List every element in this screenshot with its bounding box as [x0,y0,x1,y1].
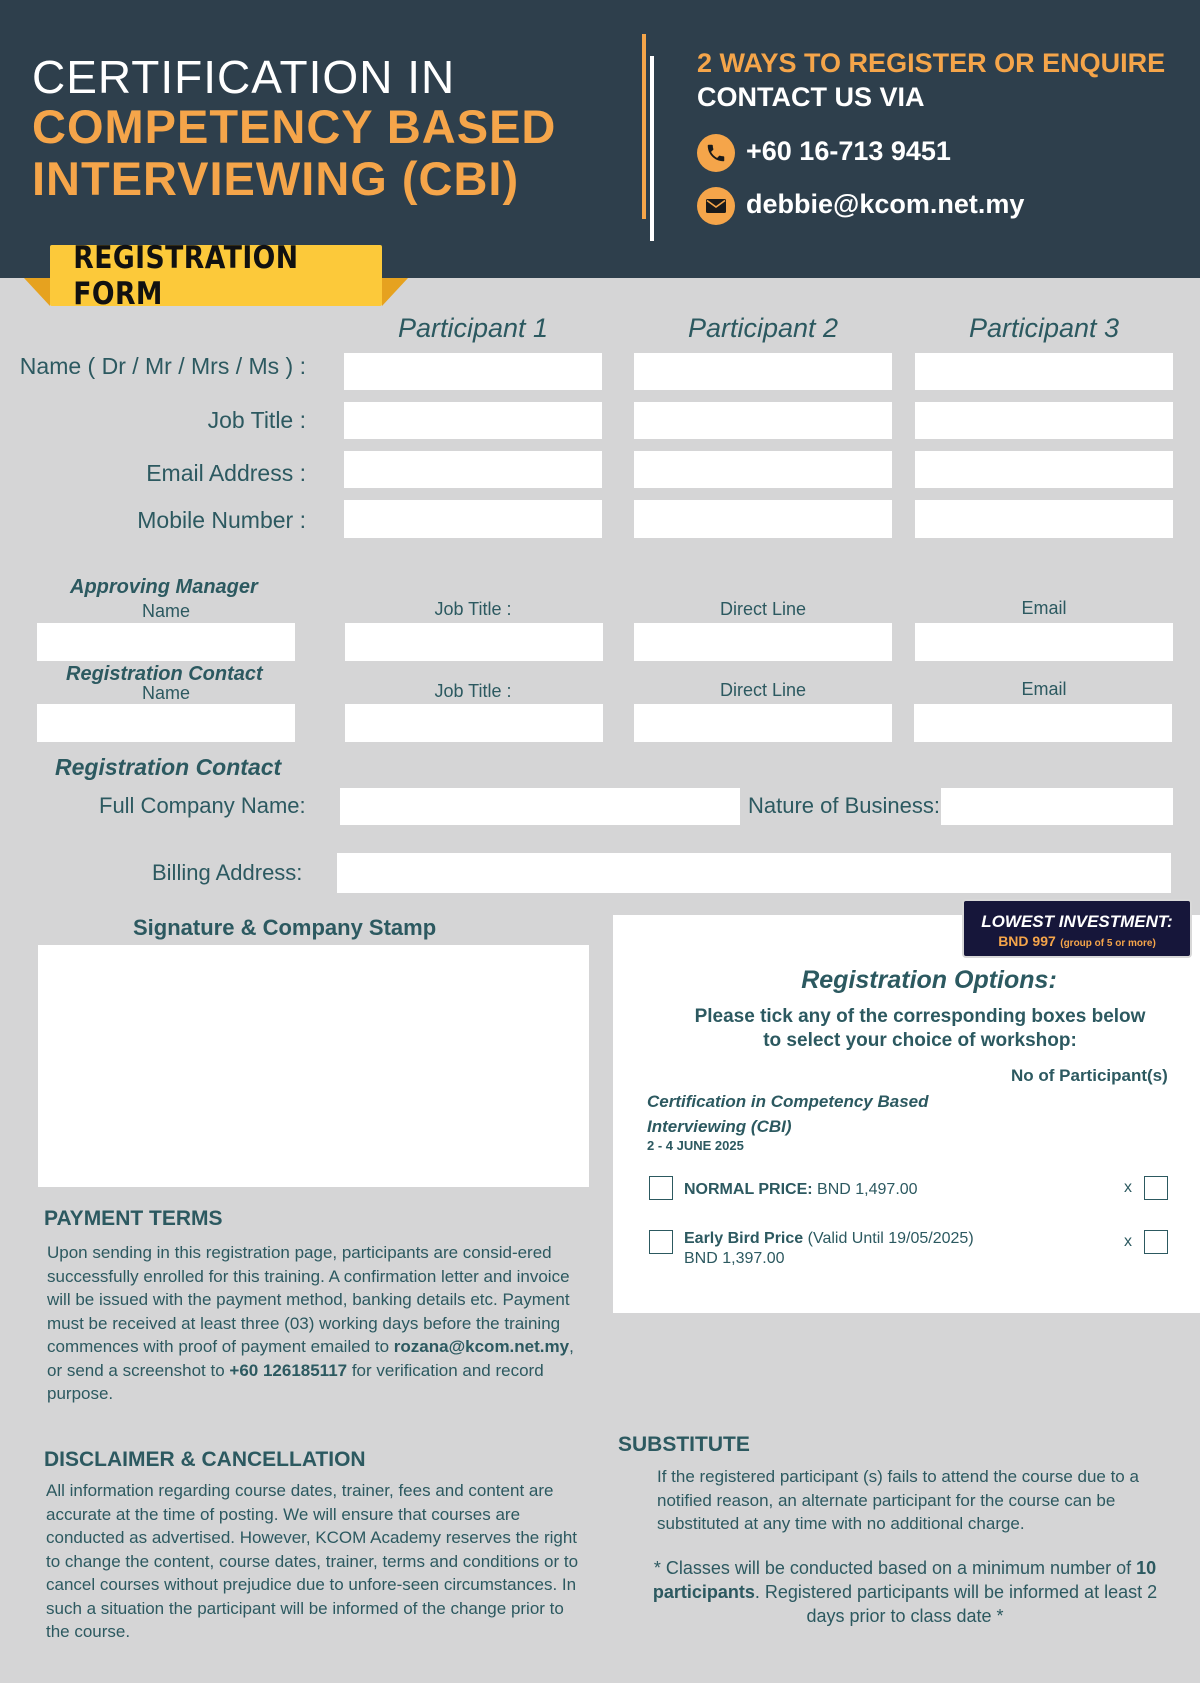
participant-2-mobile-field[interactable] [634,500,892,538]
registration-form-ribbon [50,239,382,312]
mobile-number-label: Mobile Number : [137,507,306,533]
ribbon-wing-left [24,278,50,306]
registration-contact-name-field[interactable] [37,704,295,742]
normal-price-amount: BND 1,497.00 [817,1181,918,1198]
approving-manager-direct-line-label: Direct Line [719,599,807,619]
registration-contact-job-title-field[interactable] [345,704,603,742]
approving-manager-name-label: Name [141,601,190,621]
participant-1-job-title-field[interactable] [344,402,602,439]
participant-2-job-title-field[interactable] [634,402,892,439]
course-name-line-1: Certification in Competency Based [647,1092,929,1111]
title-line-1: CERTIFICATION IN [32,51,456,103]
lowest-investment-badge [962,899,1192,958]
payment-terms-text [47,1241,587,1406]
early-bird-times: x [1124,1233,1132,1250]
participant-count-header: No of Participant(s) [1011,1066,1168,1085]
minimum-participants-note [640,1556,1170,1628]
badge-price: BND 997 [998,933,1056,949]
substitute-text: If the registered participant (s) fails to attend the course due to a notified reason, an alternate participant for the course can be substituted at any time with no additional charge. [657,1467,1139,1533]
approving-manager-job-title-label: Job Title : [434,599,512,619]
early-bird-text [684,1229,974,1269]
payment-phone[interactable]: +60 126185117 [229,1360,348,1380]
participant-1-header: Participant 1 [397,313,549,343]
registration-contact-job-title-label: Job Title : [434,681,512,701]
ribbon-wing-right [382,278,408,306]
course-name-line-2: Interviewing (CBI) [647,1117,792,1136]
nature-of-business-field[interactable] [941,788,1173,825]
disclaimer-heading: DISCLAIMER & CANCELLATION [44,1448,366,1471]
email-address-label: Email Address : [146,460,306,486]
note-bold: 10 participants [652,1558,1157,1602]
mail-icon [697,187,735,225]
disclaimer-text: All information regarding course dates, trainer, fees and content are accurate at the time of posting. We will ensure that courses are conducted as advertised. However, KCOM Academy reserves the right to change the content, course dates, trainer, terms and conditions or to cancel courses without prejudice due to unfore-seen circumstances. In such a situation the participant will be informed of the change prior to the course. [46,1481,579,1641]
participant-3-mobile-field[interactable] [915,500,1173,538]
header-divider-orange [642,34,646,219]
signature-heading: Signature & Company Stamp [133,915,437,940]
note-after: . Registered participants will be informed at least 2 days prior to class date * [754,1582,1158,1626]
contact-email[interactable]: debbie@kcom.net.my [746,189,1025,219]
participant-2-header: Participant 2 [687,313,839,343]
name-label: Name ( Dr / Mr / Mrs / Ms ) : [19,353,306,379]
participant-3-job-title-field[interactable] [915,402,1173,439]
payment-email[interactable]: rozana@kcom.net.my [393,1337,570,1356]
billing-address-label: Billing Address: [152,860,303,885]
participant-3-email-field[interactable] [915,451,1173,488]
registration-contact-heading: Registration Contact [66,663,263,685]
registration-contact-direct-line-field[interactable] [634,704,892,742]
billing-address-field[interactable] [337,853,1171,893]
company-name-field[interactable] [340,788,740,825]
job-title-label: Job Title : [207,407,306,433]
ways-to-register: 2 WAYS TO REGISTER OR ENQUIRE [697,48,1166,78]
header-divider-white [650,56,654,241]
early-bird-label: Early Bird Price [684,1230,804,1247]
title-line-2: COMPETENCY BASED [32,100,557,153]
payment-terms-body: Upon sending in this registration page, participants are consid-ered successfully enrolled for this training. A confirmation letter and invoice will be issued with the payment method, banking details etc. Payment must be received at least three (03) working days before the training commences with proof of payment emailed to [47,1243,570,1356]
approving-manager-heading: Approving Manager [70,576,258,598]
registration-options-instruction [613,1005,1200,1053]
participant-1-name-field[interactable] [344,353,602,390]
course-date: 2 - 4 JUNE 2025 [647,1138,744,1153]
note-before: * Classes will be conducted based on a minimum number of [653,1558,1137,1578]
early-bird-amount: BND 1,397.00 [684,1250,785,1267]
registration-contact-name-label: Name [141,683,190,703]
course-name [647,1089,967,1139]
title-line-3: INTERVIEWING (CBI) [32,152,520,205]
substitute-heading: SUBSTITUTE [618,1433,750,1456]
normal-price-count-box[interactable] [1144,1176,1168,1200]
badge-note: (group of 5 or more) [1060,938,1156,949]
approving-manager-job-title-field[interactable] [345,623,603,661]
registration-contact-email-field[interactable] [914,704,1172,742]
normal-price-label: NORMAL PRICE: [684,1181,813,1198]
company-name-label: Full Company Name: [99,793,306,818]
ribbon-label: REGISTRATION FORM [73,239,299,312]
payment-terms-heading: PAYMENT TERMS [44,1207,223,1230]
phone-icon [697,134,735,172]
normal-price-text [684,1180,918,1200]
participant-1-email-field[interactable] [344,451,602,488]
registration-contact-direct-line-label: Direct Line [719,680,807,700]
company-section-heading: Registration Contact [55,754,282,780]
approving-manager-email-field[interactable] [915,623,1173,661]
payment-terms-middle: , or send a screenshot to [47,1337,574,1380]
approving-manager-direct-line-field[interactable] [634,623,892,661]
instruction-line-2: to select your choice of workshop: [763,1030,1077,1051]
instruction-line-1: Please tick any of the corresponding boxes below [694,1006,1146,1027]
normal-price-checkbox[interactable] [649,1176,673,1200]
early-bird-count-box[interactable] [1144,1230,1168,1254]
participant-3-header: Participant 3 [968,313,1120,343]
contact-us-via: CONTACT US VIA [697,82,925,112]
registration-contact-email-label: Email [1021,679,1067,699]
normal-price-times: x [1124,1179,1132,1196]
participant-1-mobile-field[interactable] [344,500,602,538]
payment-terms-end: for verification and record purpose. [47,1360,544,1403]
approving-manager-email-label: Email [1021,598,1067,618]
signature-stamp-box[interactable] [38,945,589,1187]
early-bird-validity: (Valid Until 19/05/2025) [807,1230,974,1247]
approving-manager-name-field[interactable] [37,623,295,661]
contact-phone[interactable]: +60 16-713 9451 [746,136,951,166]
early-bird-checkbox[interactable] [649,1230,673,1254]
registration-options-title: Registration Options: [801,966,1057,994]
nature-of-business-label: Nature of Business: [748,793,940,818]
participant-2-email-field[interactable] [634,451,892,488]
participant-2-name-field[interactable] [634,353,892,390]
badge-title: LOWEST INVESTMENT: [981,912,1173,931]
participant-3-name-field[interactable] [915,353,1173,390]
